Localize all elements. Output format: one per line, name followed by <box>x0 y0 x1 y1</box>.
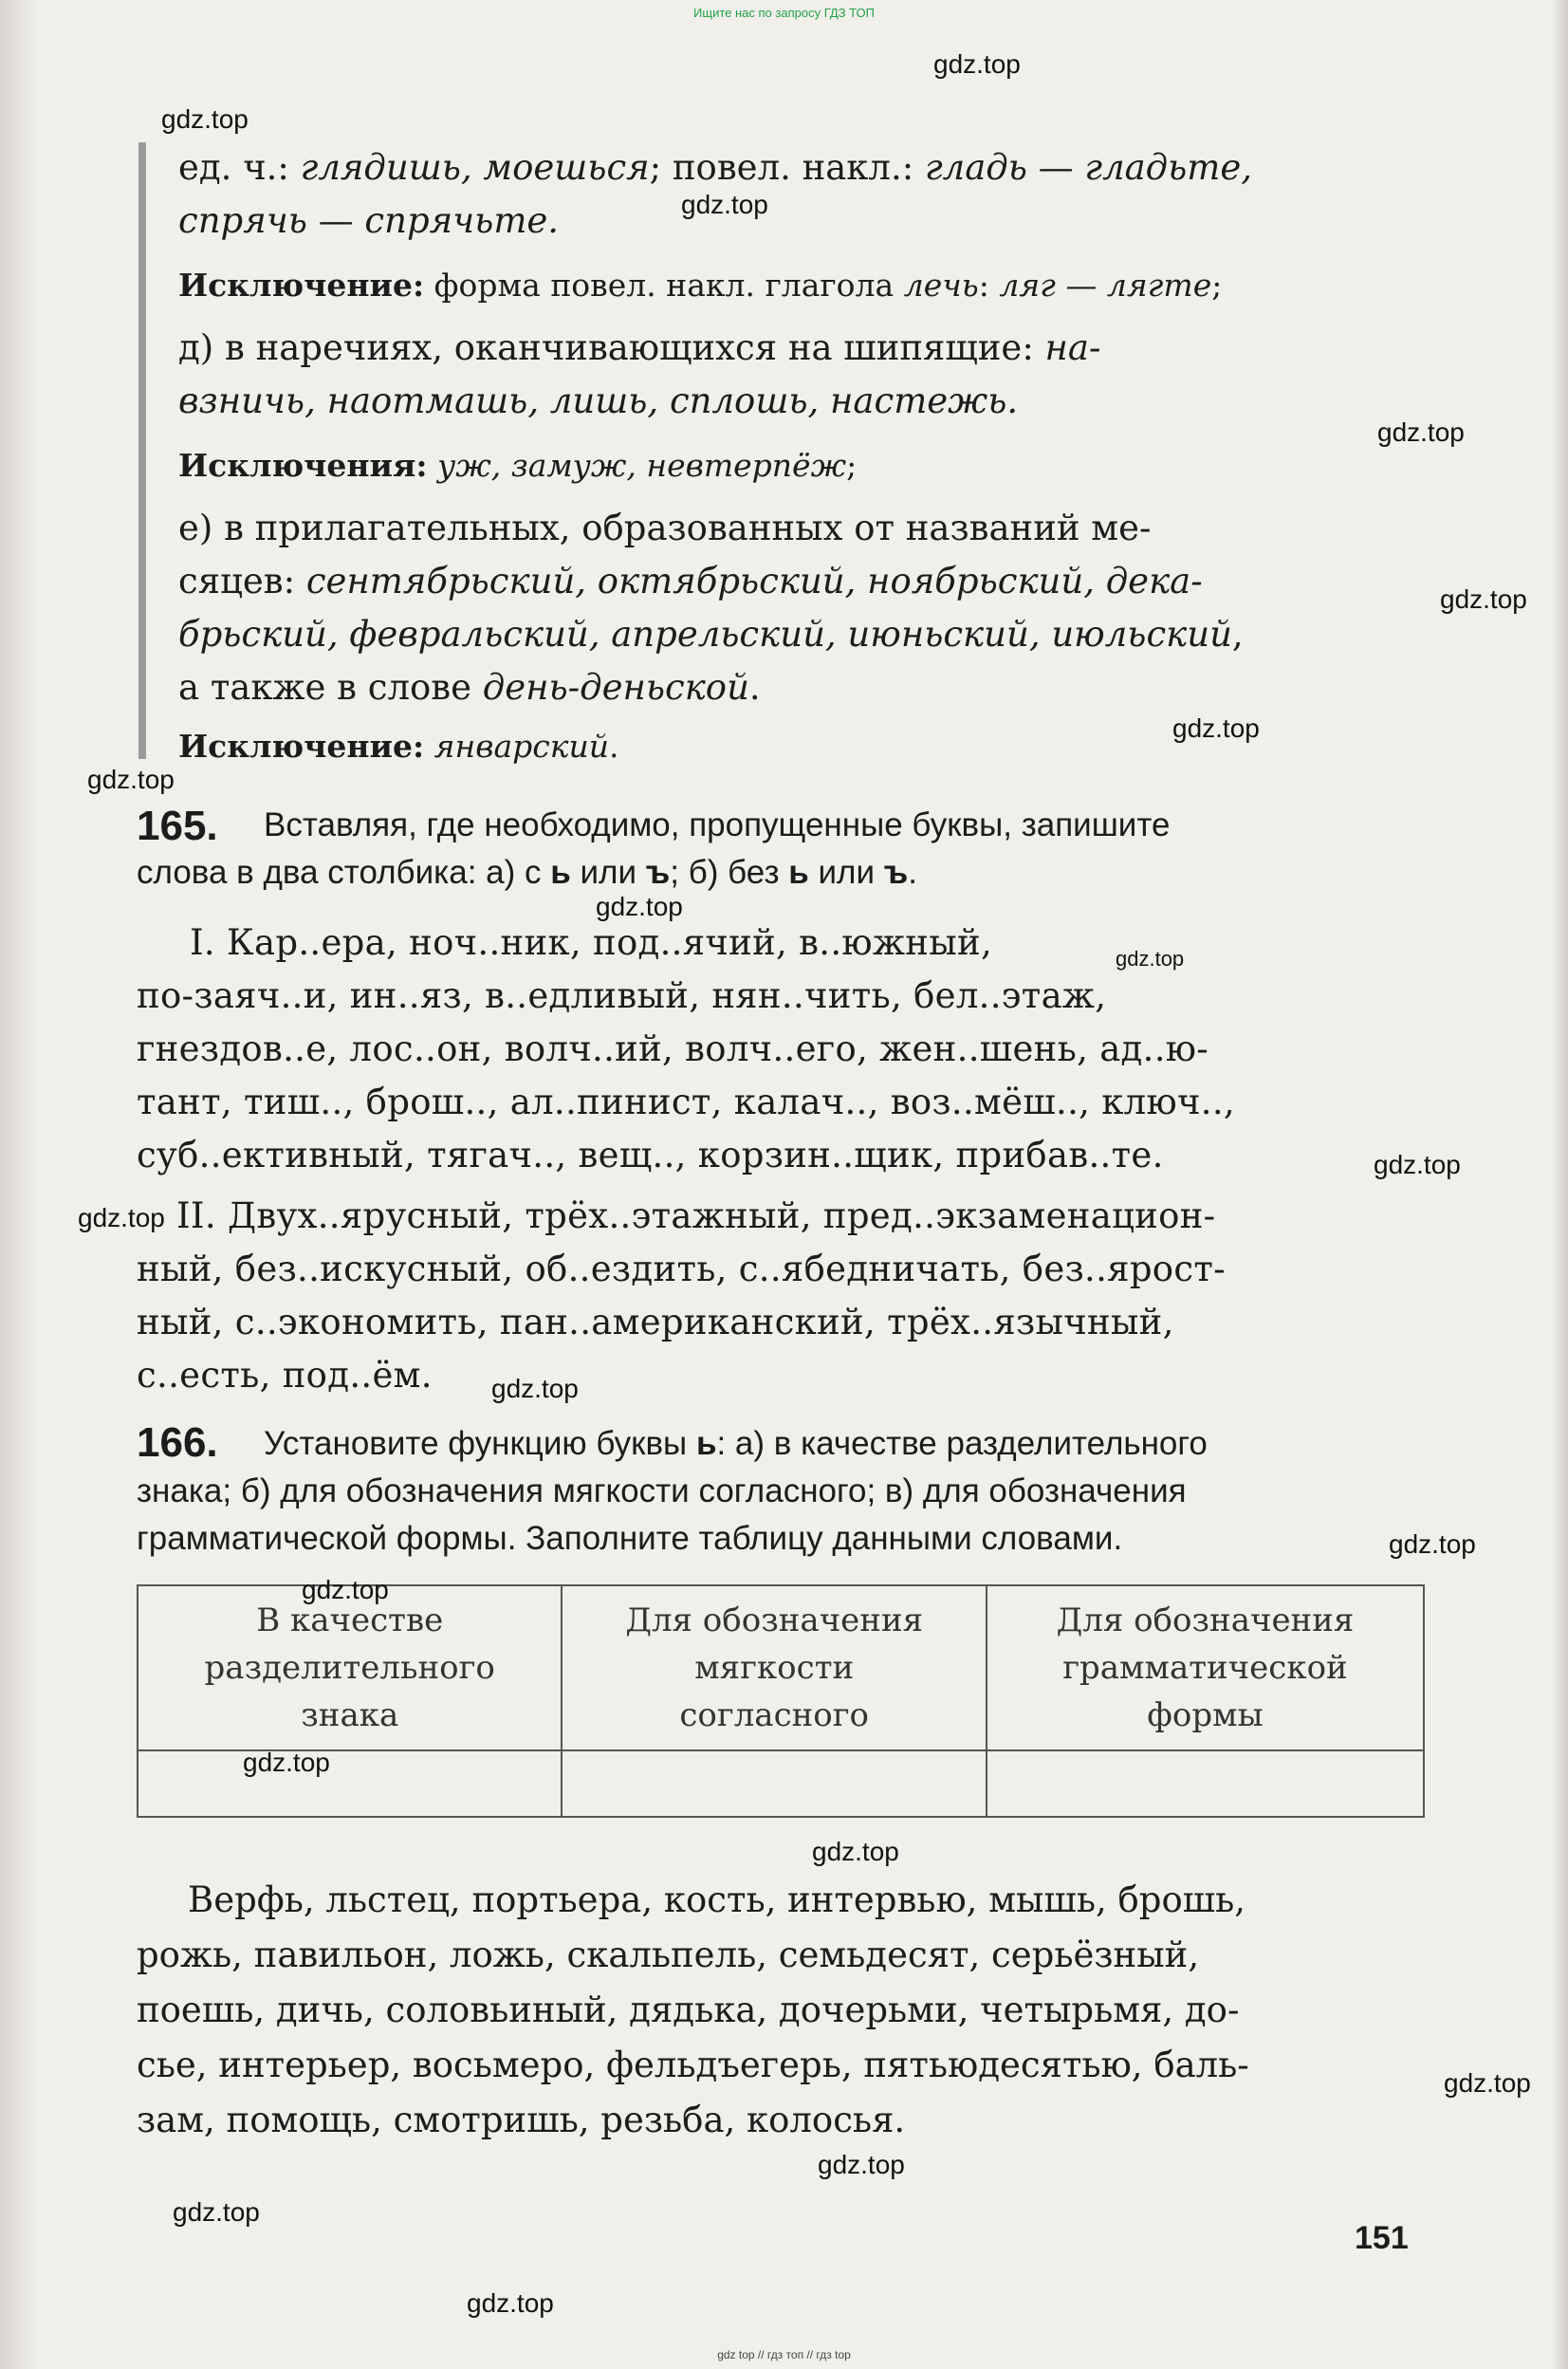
words-line: сье, интерьер, восьмеро, фельдъегерь, пятьюдесятью, баль- <box>137 2045 1249 2085</box>
words-line: зам, помощь, смотришь, резьба, колосья. <box>137 2100 906 2140</box>
watermark: gdz.top <box>302 1575 389 1604</box>
page-number: 151 <box>1355 2220 1409 2256</box>
watermark: gdz.top <box>1377 417 1465 447</box>
rule-e-line-1: е) в прилагательных, образованных от названий ме- <box>178 508 1152 548</box>
rule-d-line-2: взничь, наотмашь, лишь, сплошь, настежь. <box>178 380 1019 421</box>
table-header-cell: В качестве разделительного знака <box>138 1585 562 1750</box>
table-header-row <box>138 1585 1424 1750</box>
watermark: gdz.top <box>1116 947 1185 971</box>
rule-e-line-3: брьский, февральский, апрельский, июньский, июльский, <box>178 614 1244 655</box>
exception-2: Исключения: уж, замуж, невтерпёж; <box>178 447 858 484</box>
words-line: поешь, дичь, соловьиный, дядька, дочерьми, четырьмя, до- <box>137 1990 1240 2030</box>
watermark: gdz.top <box>1374 1150 1461 1179</box>
exercise-165-number: 165. <box>137 803 218 849</box>
exercise-166-task-line-2: знака; б) для обозначения мягкости согласного; в) для обозначения <box>137 1472 1187 1509</box>
exercise-165-line: II. Двух..ярусный, трёх..этажный, пред..экзаменацион- <box>176 1195 1216 1236</box>
exercise-165-line: гнездов..е, лос..он, волч..ий, волч..его, жен..шень, ад..ю- <box>137 1028 1209 1069</box>
watermark: gdz.top <box>467 2288 554 2318</box>
watermark: gdz.top <box>78 1203 165 1232</box>
exercise-165-line: суб..ективный, тягач.., вещ.., корзин..щик, прибав..те. <box>137 1135 1164 1175</box>
rule-line-1: ед. ч.: глядишь, моешься; повел. накл.: гладь — гладьте, <box>178 147 1253 188</box>
rule-e-line-2: сяцев: сентябрьский, октябрьский, ноябрьский, дека- <box>178 561 1203 602</box>
watermark: gdz.top <box>161 104 249 134</box>
exercise-166-task-line-3: грамматической формы. Заполните таблицу данными словами. <box>137 1520 1123 1557</box>
table-cell <box>987 1750 1424 1817</box>
exercise-165-line: с..есть, под..ём. <box>137 1355 433 1396</box>
exception-1: Исключение: форма повел. накл. глагола лечь: ляг — лягте; <box>178 267 1223 304</box>
watermark: gdz.top <box>1389 1529 1476 1559</box>
words-line: Верфь, льстец, портьера, кость, интервью, мышь, брошь, <box>188 1879 1246 1920</box>
words-line: рожь, павильон, ложь, скальпель, семьдесят, серьёзный, <box>137 1934 1200 1975</box>
exercise-166-task-line-1: Установите функцию буквы ь: а) в качестве разделительного <box>264 1425 1208 1462</box>
watermark: gdz.top <box>812 1837 899 1866</box>
watermark: gdz.top <box>596 892 683 921</box>
table-header-cell: Для обозначения грамматической формы <box>987 1585 1424 1750</box>
watermark: gdz.top <box>818 2150 905 2179</box>
top-banner: Ищите нас по запросу ГДЗ ТОП <box>693 6 875 20</box>
table-empty-row <box>138 1750 1424 1817</box>
watermark: gdz.top <box>87 765 175 794</box>
page-left-shadow <box>0 0 38 2369</box>
watermark: gdz.top <box>933 49 1021 79</box>
watermark: gdz.top <box>243 1748 330 1777</box>
exception-3: Исключение: январский. <box>178 728 619 765</box>
watermark: gdz.top <box>1440 584 1527 614</box>
rule-side-bar <box>138 142 146 759</box>
exercise-165-line: тант, тиш.., брош.., ал..пинист, калач.., воз..мёш.., ключ.., <box>137 1082 1235 1122</box>
watermark: gdz.top <box>1444 2068 1531 2098</box>
exercise-165-task-line-1: Вставляя, где необходимо, пропущенные буквы, запишите <box>264 806 1171 843</box>
watermark: gdz.top <box>681 190 768 219</box>
table-header-cell: Для обозначения мягкости согласного <box>562 1585 986 1750</box>
function-table <box>137 1584 1425 1818</box>
table-cell <box>562 1750 986 1817</box>
exercise-165-line: ный, с..экономить, пан..американский, трёх..язычный, <box>137 1302 1174 1342</box>
exercise-166-number: 166. <box>137 1419 218 1466</box>
exercise-165-line: ный, без..искусный, об..ездить, с..ябедничать, без..ярост- <box>137 1249 1226 1289</box>
bottom-banner: gdz top // гдз топ // гдз top <box>717 2348 851 2361</box>
exercise-165-task-line-2: слова в два столбика: а) с ь или ъ; б) без ь или ъ. <box>137 854 918 891</box>
rule-line-2: спрячь — спрячьте. <box>178 200 560 241</box>
table-cell <box>138 1750 562 1817</box>
rule-d-line-1: д) в наречиях, оканчивающихся на шипящие: на- <box>178 327 1101 368</box>
watermark: gdz.top <box>173 2197 260 2227</box>
rule-e-line-4: а также в слове день-деньской. <box>178 667 761 708</box>
watermark: gdz.top <box>491 1374 579 1403</box>
page-right-edge <box>1551 0 1568 2369</box>
watermark: gdz.top <box>1172 713 1260 743</box>
exercise-165-line: I. Кар..ера, ноч..ник, под..ячий, в..южный, <box>190 922 993 963</box>
exercise-165-line: по-заяч..и, ин..яз, в..едливый, нян..чить, бел..этаж, <box>137 975 1107 1016</box>
